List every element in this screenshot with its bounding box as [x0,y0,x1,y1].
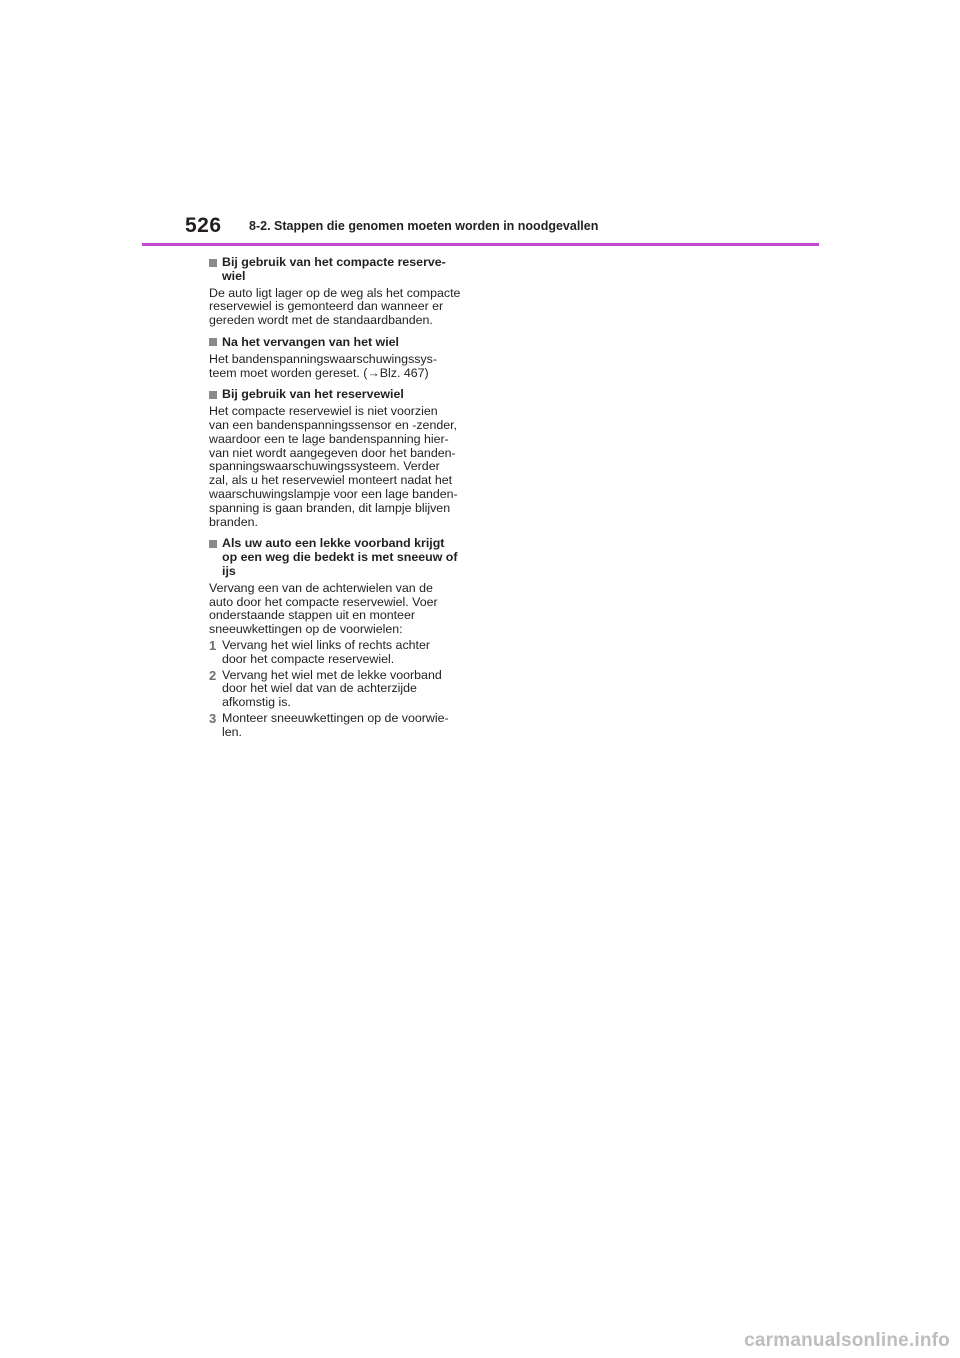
section-text: Het bandenspanningswaarschuwingssys- teem moet worden gereset. (→Blz. 467) [209,351,437,380]
heading-text: Na het vervangen van het wiel [222,334,399,349]
heading-text: Bij gebruik van het reservewiel [222,387,404,402]
section-title: 8-2. Stappen die genomen moeten worden in noodgevallen [249,219,599,233]
section-flat-front-tire-snow [209,537,471,739]
section-after-replacing [209,336,471,380]
section-text: Het compacte reservewiel is niet voorzien van een bandenspanningssensor en -zender, waardoor een te lage bandenspanning hier- van niet wordt aangegeven door het banden- spanningswaarschuwingssysteem. Verder zal, als u het reservewiel monteert nadat het waarschuwingslampje voor een lage banden- spanning is gaan branden, dit lampje blijven branden. [209,404,458,529]
page-number: 526 [185,214,222,237]
step-number: 3 [209,710,217,726]
square-bullet-icon [209,391,217,399]
step-text: Vervang het wiel met de lekke voorband door het wiel dat van de achterzijde afkomstig is. [222,667,442,710]
step-text: Monteer sneeuwkettingen op de voorwie- len. [222,710,449,739]
section-text: Vervang een van de achterwielen van de auto door het compacte reservewiel. Voer onderstaande stappen uit en monteer sneeuwkettingen op de voorwielen: [209,580,438,637]
section-heading [209,537,471,578]
step-item [209,669,471,710]
section-compact-spare [209,256,471,328]
steps-list [209,639,471,740]
square-bullet-icon [209,338,217,346]
watermark-logo[interactable]: carmanualsonline.info [744,1330,950,1351]
header-rule [142,243,819,246]
content-column [209,256,471,748]
step-item [209,712,471,740]
square-bullet-icon [209,259,217,267]
heading-text: Bij gebruik van het compacte reserve- wiel [222,255,446,283]
step-number: 2 [209,667,217,683]
section-text: De auto ligt lager op de weg als het compacte reservewiel is gemonteerd dan wanneer er gereden wordt met de standaardbanden. [209,285,461,328]
square-bullet-icon [209,540,217,548]
section-heading [209,336,471,350]
step-text: Vervang het wiel links of rechts achter door het compacte reservewiel. [222,637,430,666]
step-number: 1 [209,637,217,653]
section-heading [209,388,471,402]
section-using-spare [209,388,471,529]
heading-text: Als uw auto een lekke voorband krijgt op een weg die bedekt is met sneeuw of ijs [222,536,458,578]
step-item [209,639,471,667]
section-heading [209,256,471,284]
